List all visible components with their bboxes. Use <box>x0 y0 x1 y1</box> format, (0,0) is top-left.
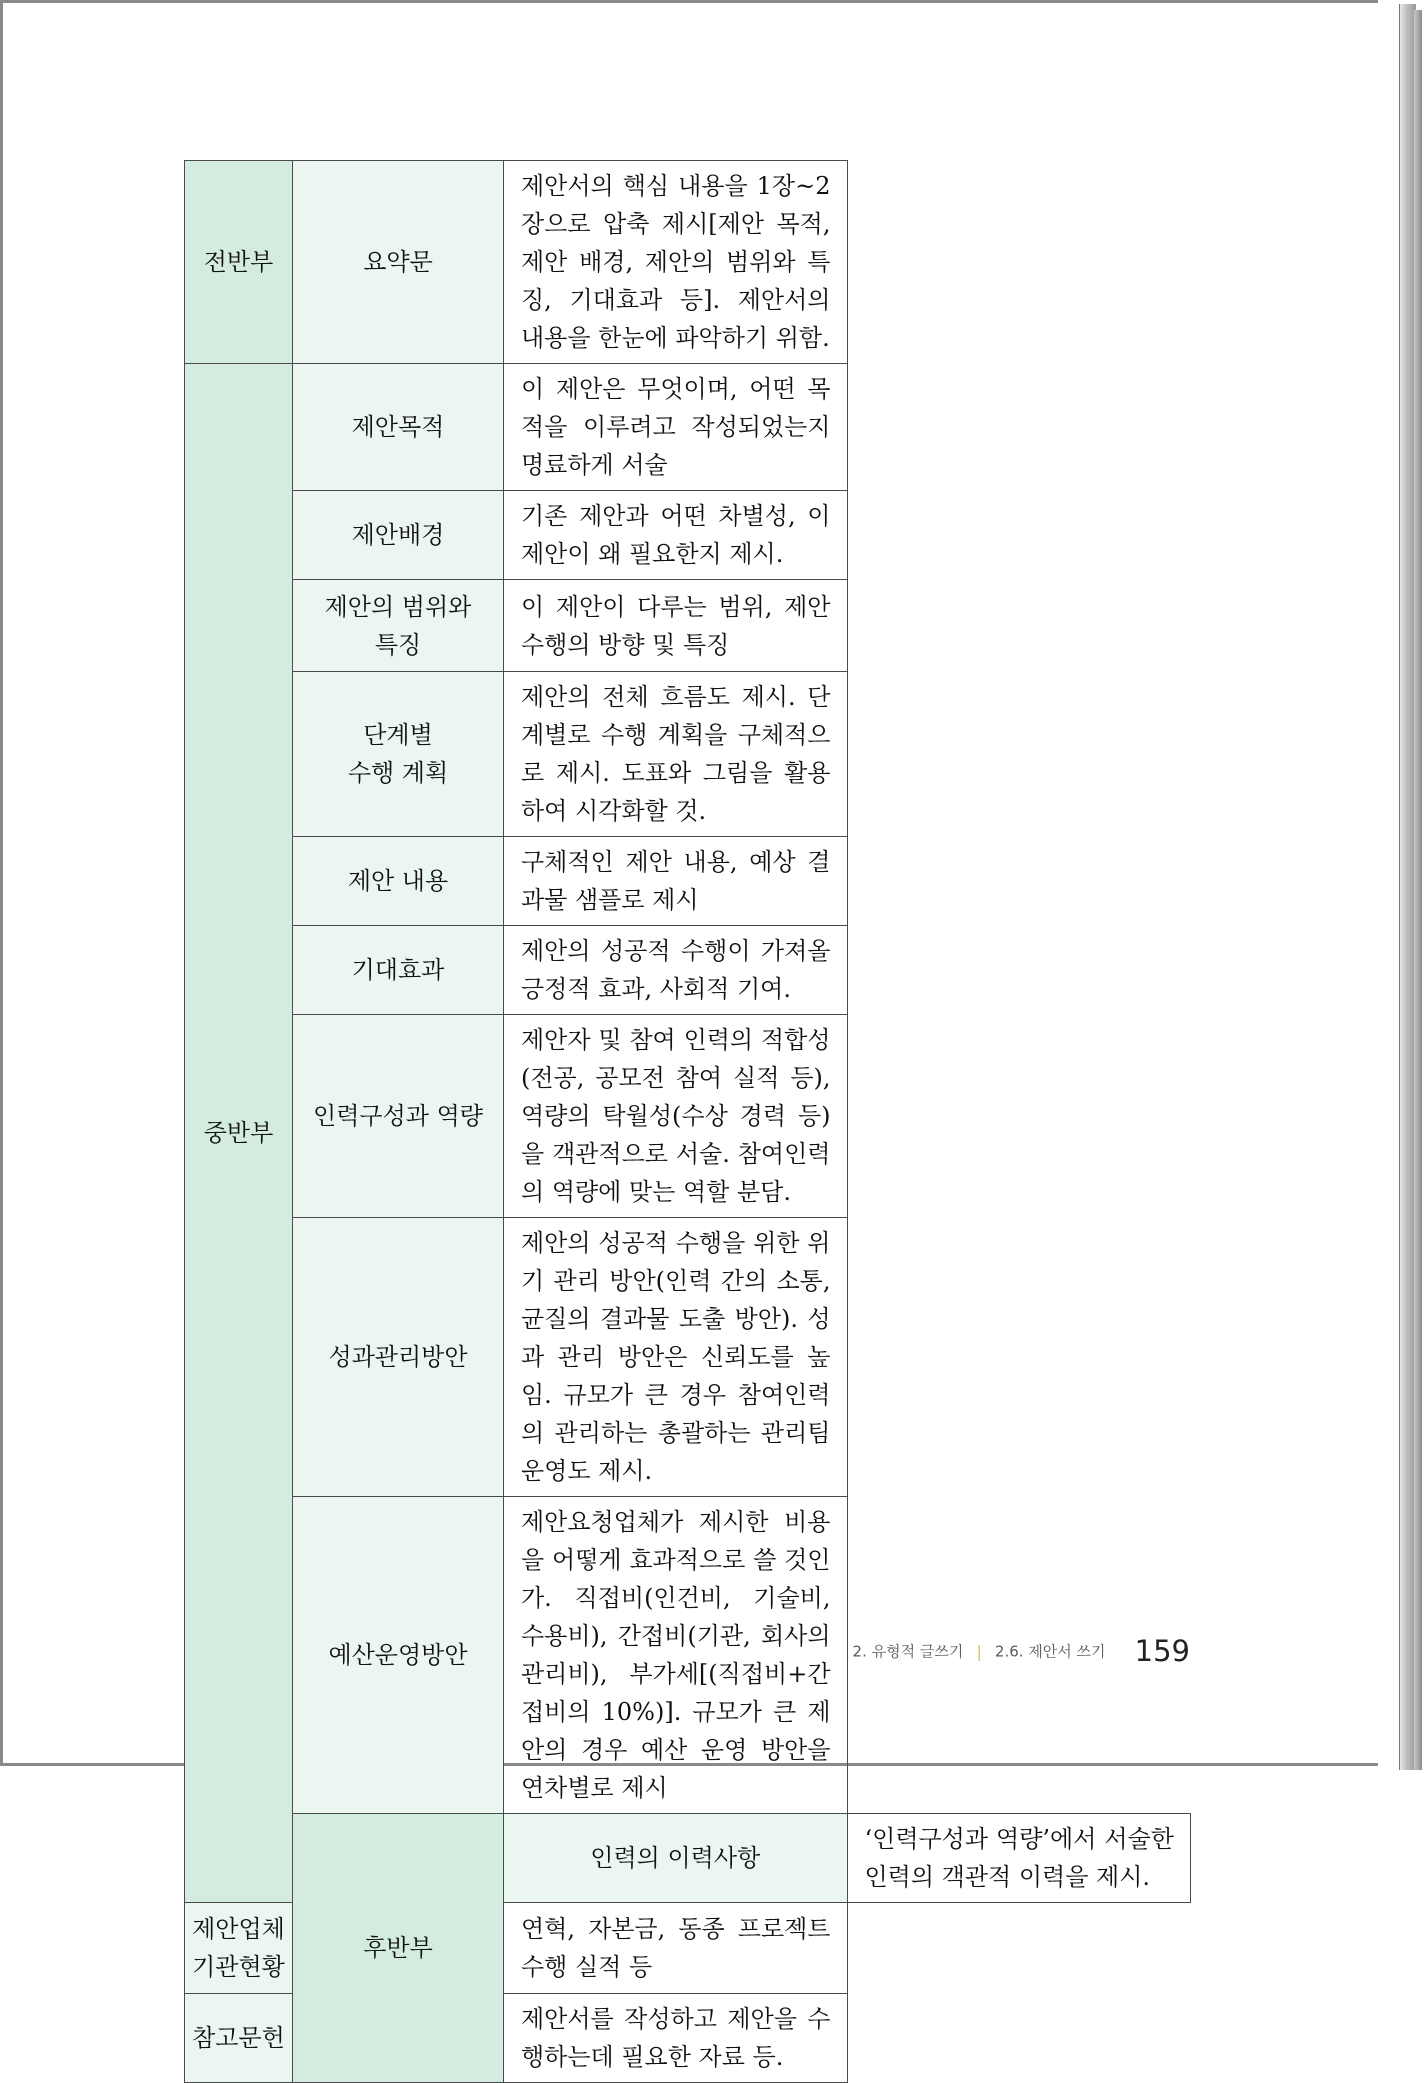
item-background: 제안배경 <box>293 491 504 580</box>
desc-history: ‘인력구성과 역량’에서 서술한 인력의 객관적 이력을 제시. <box>847 1814 1191 1903</box>
item-plan-line2: 수행 계획 <box>347 759 449 787</box>
desc-plan: 제안의 전체 흐름도 제시. 단계별로 수행 계획을 구체적으로 제시. 도표와 그림을 활용하여 시각화할 것. <box>504 672 848 837</box>
proposal-structure-table <box>184 160 1191 2083</box>
item-history: 인력의 이력사항 <box>504 1814 848 1903</box>
page-number: 159 <box>1134 1634 1190 1668</box>
table-row <box>185 491 1191 580</box>
item-purpose: 제안목적 <box>293 364 504 491</box>
table-row <box>185 837 1191 926</box>
footer-separator: | <box>976 1641 982 1661</box>
table-row <box>185 364 1191 491</box>
item-company-line2: 기관현황 <box>192 1953 285 1981</box>
desc-effect: 제안의 성공적 수행이 가져올 긍정적 효과, 사회적 기여. <box>504 926 848 1015</box>
item-scope-line1: 제안의 범위와 <box>324 592 472 621</box>
table-row <box>185 580 1191 672</box>
footer-section: 2.6. 제안서 쓰기 <box>994 1642 1106 1661</box>
item-scope <box>293 580 504 672</box>
desc-scope: 이 제안이 다루는 범위, 제안 수행의 방향 및 특징 <box>504 580 848 672</box>
section-back: 후반부 <box>293 1814 504 2083</box>
table-row <box>185 1218 1191 1497</box>
desc-purpose: 이 제안은 무엇이며, 어떤 목적을 이루려고 작성되었는지 명료하게 서술 <box>504 364 848 491</box>
page-stack-edge-inner <box>1414 10 1422 1770</box>
table-row <box>185 672 1191 837</box>
page-footer <box>0 1634 1190 1668</box>
table-row <box>185 1814 1191 1903</box>
desc-budget: 제안요청업체가 제시한 비용을 어떻게 효과적으로 쓸 것인가. 직접비(인건비, 기술비, 수용비), 간접비(기관, 회사의 관리비), 부가세[(직접비+간접비의 10%)]. 규모가 큰 제안의 경우 예산 운영 방안을 연차별로 제시 <box>504 1497 848 1814</box>
desc-content: 구체적인 제안 내용, 예상 결과물 샘플로 제시 <box>504 837 848 926</box>
table-row <box>185 161 1191 364</box>
desc-staff: 제안자 및 참여 인력의 적합성(전공, 공모전 참여 실적 등), 역량의 탁월성(수상 경력 등)을 객관적으로 서술. 참여인력의 역량에 맞는 역할 분담. <box>504 1015 848 1218</box>
desc-company: 연혁, 자본금, 동종 프로젝트 수행 실적 등 <box>504 1903 848 1994</box>
table-row <box>185 1015 1191 1218</box>
item-company <box>185 1903 293 1994</box>
section-middle: 중반부 <box>185 364 293 1903</box>
section-front: 전반부 <box>185 161 293 364</box>
desc-summary: 제안서의 핵심 내용을 1장~2장으로 압축 제시[제안 목적, 제안 배경, 제안의 범위와 특징, 기대효과 등]. 제안서의 내용을 한눈에 파악하기 위함. <box>504 161 848 364</box>
table-row <box>185 926 1191 1015</box>
item-performance: 성과관리방안 <box>293 1218 504 1497</box>
item-content: 제안 내용 <box>293 837 504 926</box>
desc-performance: 제안의 성공적 수행을 위한 위기 관리 방안(인력 간의 소통, 균질의 결과물 도출 방안). 성과 관리 방안은 신뢰도를 높임. 규모가 큰 경우 참여인력의 관리하는 총괄하는 관리팀 운영도 제시. <box>504 1218 848 1497</box>
item-scope-line2: 특징 <box>374 630 422 659</box>
item-staff: 인력구성과 역량 <box>293 1015 504 1218</box>
item-plan-line1: 단계별 <box>363 721 433 749</box>
item-summary: 요약문 <box>293 161 504 364</box>
item-effect: 기대효과 <box>293 926 504 1015</box>
item-references: 참고문헌 <box>185 1994 293 2083</box>
desc-references: 제안서를 작성하고 제안을 수행하는데 필요한 자료 등. <box>504 1994 848 2083</box>
footer-chapter: 2. 유형적 글쓰기 <box>852 1642 964 1661</box>
item-budget: 예산운영방안 <box>293 1497 504 1814</box>
item-plan <box>293 672 504 837</box>
desc-background: 기존 제안과 어떤 차별성, 이 제안이 왜 필요한지 제시. <box>504 491 848 580</box>
item-company-line1: 제안업체 <box>192 1915 285 1943</box>
